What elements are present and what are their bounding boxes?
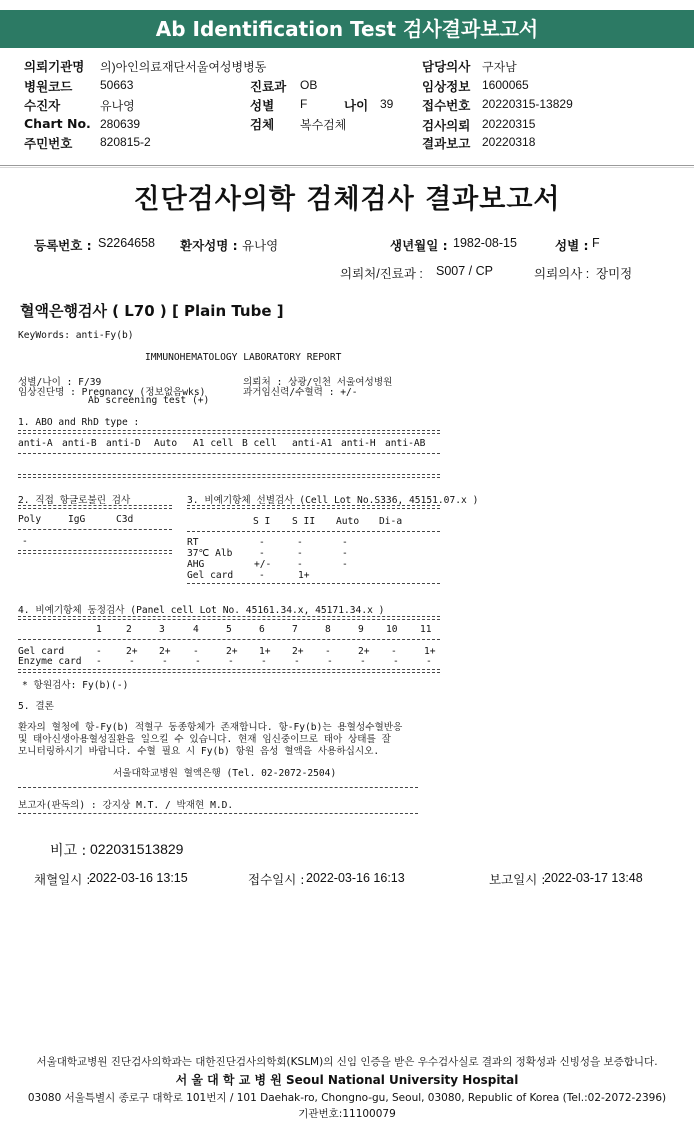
abo-col-8: anti-H [341, 438, 376, 449]
panel-col: 7 [292, 624, 298, 635]
panel-col: 11 [420, 624, 432, 635]
dat-value: - [22, 536, 28, 547]
report-time-label: 보고일시 : [489, 872, 546, 887]
history: 과거임신력/수혈력 : +/- [243, 387, 358, 398]
screen-col-dia: Di-a [379, 516, 403, 527]
panel-col: 3 [159, 624, 165, 635]
hospital-code-label: 병원코드 [24, 79, 73, 94]
conclusion-title: 5. 결론 [18, 701, 54, 712]
conclusion-line-3: 모니터링하시기 바랍니다. 수혈 필요 시 Fy(b) 항원 음성 혈액을 사용하십시오. [18, 746, 380, 757]
abo-col-7: anti-A1 [292, 438, 333, 449]
panel-cell: - [325, 646, 331, 657]
panel-cell: 1+ [259, 646, 271, 657]
panel-cell: - [193, 646, 199, 657]
report-date-label: 결과보고 [422, 136, 471, 151]
request-date-label: 검사의뢰 [422, 118, 471, 133]
age-value: 39 [380, 97, 394, 111]
section-title: 혈액은행검사 ( L70 ) [ Plain Tube ] [20, 302, 284, 320]
screen-ahg-s2: - [297, 559, 303, 570]
specimen-label: 검체 [250, 117, 275, 132]
report-date-value: 20220318 [482, 135, 536, 149]
screen-alb-auto: - [342, 548, 348, 559]
abo-col-3: anti-D [106, 438, 141, 449]
chart-no-value: 280639 [100, 117, 141, 131]
hospital-name-value: 의)아인의료재단서울여성병병동 [100, 60, 267, 74]
hospital-name-label: 의뢰기관명 [24, 59, 85, 74]
screen-title: 3. 비예기항체 선별검사 (Cell Lot No.S336, 45151.07.x ) [187, 495, 479, 506]
screen-gel-s2: 1+ [298, 570, 310, 581]
report-title: 진단검사의학 검체검사 결과보고서 [133, 184, 561, 215]
sex-value: F [300, 97, 308, 111]
receipt-no-label: 접수번호 [422, 98, 471, 113]
receive-value: 2022-03-16 16:13 [306, 871, 405, 885]
doctor-label: 담당의사 [422, 59, 471, 74]
receipt-no-value: 20220315-13829 [482, 97, 573, 111]
doctor-value: 구자남 [482, 60, 517, 74]
reporter-rule-bottom [18, 813, 418, 814]
header-divider-shadow [0, 167, 694, 168]
patient-name-value: 유나영 [242, 239, 279, 253]
report-sex-label: 성별 : [555, 238, 589, 253]
panel-cell: 2+ [292, 646, 304, 657]
panel-col: 10 [386, 624, 398, 635]
panel-cell: - [360, 656, 366, 667]
dat-title: 2. 직접 항글로불린 검사 [18, 495, 131, 506]
screen-phase-gel: Gel card [187, 570, 234, 581]
collect-value: 2022-03-16 13:15 [89, 871, 188, 885]
panel-cell: - [393, 656, 399, 667]
panel-cell: - [294, 656, 300, 667]
abo-rule-bottom [18, 474, 440, 478]
clinical-diagnosis-2: Ab screening test (+) [88, 395, 210, 406]
specimen-value: 복수검체 [300, 118, 347, 132]
screen-col-s1: S I [253, 516, 271, 527]
dat-rule-top [18, 505, 172, 509]
abo-col-9: anti-AB [385, 438, 426, 449]
panel-col: 2 [126, 624, 132, 635]
abo-rule-top [18, 430, 440, 434]
clinical-info-label: 임상정보 [422, 79, 471, 94]
hospital-address: 03080 서울특별시 종로구 대학로 101번지 / 101 Daehak-ro, Chongno-gu, Seoul, 03080, Republic of Korea (Tel.:02-2072-2396) [27, 1092, 667, 1104]
panel-col: 4 [193, 624, 199, 635]
ref-doctor-value: 장미정 [596, 267, 633, 281]
ref-doctor-label: 의뢰의사 : [534, 267, 590, 281]
panel-cell: - [96, 646, 102, 657]
screen-rt-s1: - [259, 537, 265, 548]
panel-row-label: Gel card [18, 646, 65, 657]
screen-col-s2: S II [292, 516, 316, 527]
conclusion-line-2: 및 태아신생아용혈성질환을 일으킬 수 있습니다. 현재 임신중이므로 태아 상태를 잘 [18, 734, 391, 745]
screen-phase-alb: 37℃ Alb [187, 548, 233, 559]
screen-ahg-auto: - [342, 559, 348, 570]
panel-cell: 2+ [358, 646, 370, 657]
hospital-code-value: 50663 [100, 78, 134, 92]
dept-ref-label: 의뢰처/진료과 : [340, 267, 423, 281]
lab-heading: IMMUNOHEMATOLOGY LABORATORY REPORT [145, 352, 342, 363]
dept-label: 진료과 [250, 79, 287, 94]
panel-cell: - [195, 656, 201, 667]
id-number-value: 820815-2 [100, 135, 151, 149]
screen-phase-rt: RT [187, 537, 199, 548]
panel-rule-mid [18, 639, 440, 640]
panel-col: 9 [358, 624, 364, 635]
panel-cell: 2+ [159, 646, 171, 657]
panel-cell: - [261, 656, 267, 667]
panel-cell: - [96, 656, 102, 667]
abo-title: 1. ABO and RhD type : [18, 417, 140, 428]
screen-col-auto: Auto [336, 516, 360, 527]
remarks-label: 비고 : [50, 843, 87, 859]
conclusion-line-1: 환자의 혈청에 항-Fy(b) 적혈구 동종항체가 존재합니다. 항-Fy(b)는 용혈성수혈반응 [18, 722, 403, 733]
screen-rt-s2: - [297, 537, 303, 548]
panel-cell: - [162, 656, 168, 667]
abo-rule-mid [18, 453, 440, 454]
age-label: 나이 [344, 98, 369, 113]
sex-label: 성별 [250, 98, 275, 113]
panel-cell: 1+ [424, 646, 436, 657]
antigen-test: * 항원검사: Fy(b)(-) [22, 680, 129, 691]
screen-alb-s1: - [259, 548, 265, 559]
abo-col-2: anti-B [62, 438, 97, 449]
dat-col-poly: Poly [18, 514, 42, 525]
remarks-value: 022031513829 [90, 841, 184, 857]
panel-col: 5 [226, 624, 232, 635]
keywords: KeyWords: anti-Fy(b) [18, 330, 134, 341]
panel-col: 1 [96, 624, 102, 635]
patient-name-label: 환자성명 : [180, 238, 238, 253]
panel-col: 8 [325, 624, 331, 635]
screen-phase-ahg: AHG [187, 559, 205, 570]
collect-label: 채혈일시 : [34, 872, 91, 887]
screen-alb-s2: - [297, 548, 303, 559]
panel-cell: - [129, 656, 135, 667]
patient-label: 수진자 [24, 98, 61, 113]
referrer: 의뢰처 : 상광/인천 서울여성병원 [243, 377, 393, 388]
dat-col-c3d: C3d [116, 514, 134, 525]
panel-cell: - [391, 646, 397, 657]
clinical-diagnosis: 임상진단명 : Pregnancy (정보없음wks) [18, 387, 206, 398]
abo-col-6: B cell [242, 438, 277, 449]
reporter: 보고자(판독의) : 강지상 M.T. / 박재현 M.D. [18, 800, 234, 811]
report-time-value: 2022-03-17 13:48 [544, 871, 643, 885]
dept-ref-value: S007 / CP [436, 264, 493, 278]
abo-col-1: anti-A [18, 438, 53, 449]
request-date-value: 20220315 [482, 117, 536, 131]
panel-cell: 2+ [226, 646, 238, 657]
panel-cell: - [327, 656, 333, 667]
screen-gel-s1: - [259, 570, 265, 581]
panel-title: 4. 비예기항체 동정검사 (Panel cell Lot No. 45161.34.x, 45171.34.x ) [18, 605, 385, 616]
receive-label: 접수일시 : [248, 872, 305, 887]
institution-number: 기관번호:11100079 [298, 1108, 396, 1120]
dat-rule-mid [18, 529, 172, 530]
panel-cell: - [228, 656, 234, 667]
dept-value: OB [300, 78, 318, 92]
patient-value: 유나영 [100, 99, 135, 113]
report-banner: Ab Identification Test 검사결과보고서 [0, 10, 694, 48]
dat-col-igg: IgG [68, 514, 86, 525]
reg-no-label: 등록번호 : [34, 238, 92, 253]
dob-value: 1982-08-15 [453, 236, 517, 250]
hospital-name: 서 울 대 학 교 병 원 Seoul National University Hospital [175, 1073, 519, 1087]
panel-cell: 2+ [126, 646, 138, 657]
dob-label: 생년월일 : [390, 238, 448, 253]
certification-note: 서울대학교병원 진단검사의학과는 대한진단검사의학회(KSLM)의 신임 인증을 받은 우수검사실로 결과의 정확성과 신빙성을 보증합니다. [36, 1056, 658, 1068]
report-sex-value: F [592, 236, 600, 250]
reg-no-value: S2264658 [98, 236, 156, 250]
clinical-info-value: 1600065 [482, 78, 529, 92]
dat-rule-bottom [18, 550, 172, 554]
header-divider [0, 165, 694, 166]
abo-col-5: A1 cell [193, 438, 234, 449]
id-number-label: 주민번호 [24, 136, 73, 151]
blood-bank: 서울대학교병원 혈액은행 (Tel. 02-2072-2504) [113, 768, 337, 779]
screen-rt-auto: - [342, 537, 348, 548]
chart-no-label: Chart No. [24, 116, 91, 131]
sex-age: 성별/나이 : F/39 [18, 377, 102, 388]
panel-col: 6 [259, 624, 265, 635]
reporter-rule-top [18, 787, 418, 788]
screen-ahg-s1: +/- [254, 559, 272, 570]
screen-rule-top [187, 505, 440, 509]
abo-col-4: Auto [154, 438, 178, 449]
panel-rule-bottom [18, 669, 440, 673]
screen-rule-bottom [187, 583, 440, 584]
screen-rule-mid [187, 531, 440, 532]
panel-row-label: Enzyme card [18, 656, 82, 667]
panel-cell: - [426, 656, 432, 667]
panel-rule-top [18, 616, 440, 620]
